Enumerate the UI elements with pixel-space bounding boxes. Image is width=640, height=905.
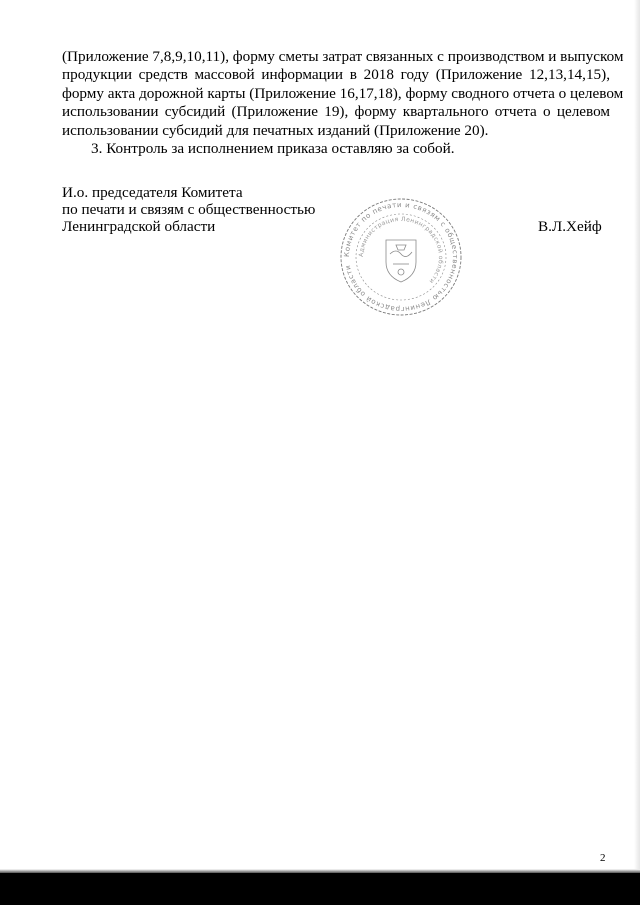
signatory-name: В.Л.Хейф bbox=[538, 218, 602, 235]
coat-of-arms-icon bbox=[386, 240, 416, 282]
position-line: по печати и связям с общественностью bbox=[62, 201, 316, 218]
body-line: использовании субсидий (Приложение 19), форму квартального отчета о целевом bbox=[62, 103, 610, 121]
position-line: Ленинградской области bbox=[62, 218, 216, 235]
scan-border-band bbox=[0, 873, 640, 905]
signatory-position bbox=[62, 184, 315, 235]
body-line: продукции средств массовой информации в 2018 году (Приложение 12,13,14,15), bbox=[62, 66, 610, 84]
body-line: использовании субсидий для печатных изданий (Приложение 20). bbox=[62, 121, 489, 139]
body-line: (Приложение 7,8,9,10,11), форму сметы затрат связанных с производством и выпуском bbox=[62, 48, 624, 65]
page-number: 2 bbox=[600, 852, 606, 864]
position-line: И.о. председателя Комитета bbox=[62, 184, 243, 201]
official-seal-stamp bbox=[338, 196, 464, 318]
body-line: форму акта дорожной карты (Приложение 16,17,18), форму сводного отчета о целевом bbox=[62, 84, 624, 102]
point-3: 3. Контроль за исполнением приказа оставляю за собой. bbox=[91, 140, 455, 158]
seal-outer-text: Комитет по печати и связям с общественностью Ленинградской области bbox=[342, 200, 460, 314]
seal-inner-text: Администрация Ленинградской области bbox=[357, 215, 445, 285]
body-paragraph bbox=[62, 48, 624, 158]
scan-edge-shadow bbox=[634, 0, 640, 880]
